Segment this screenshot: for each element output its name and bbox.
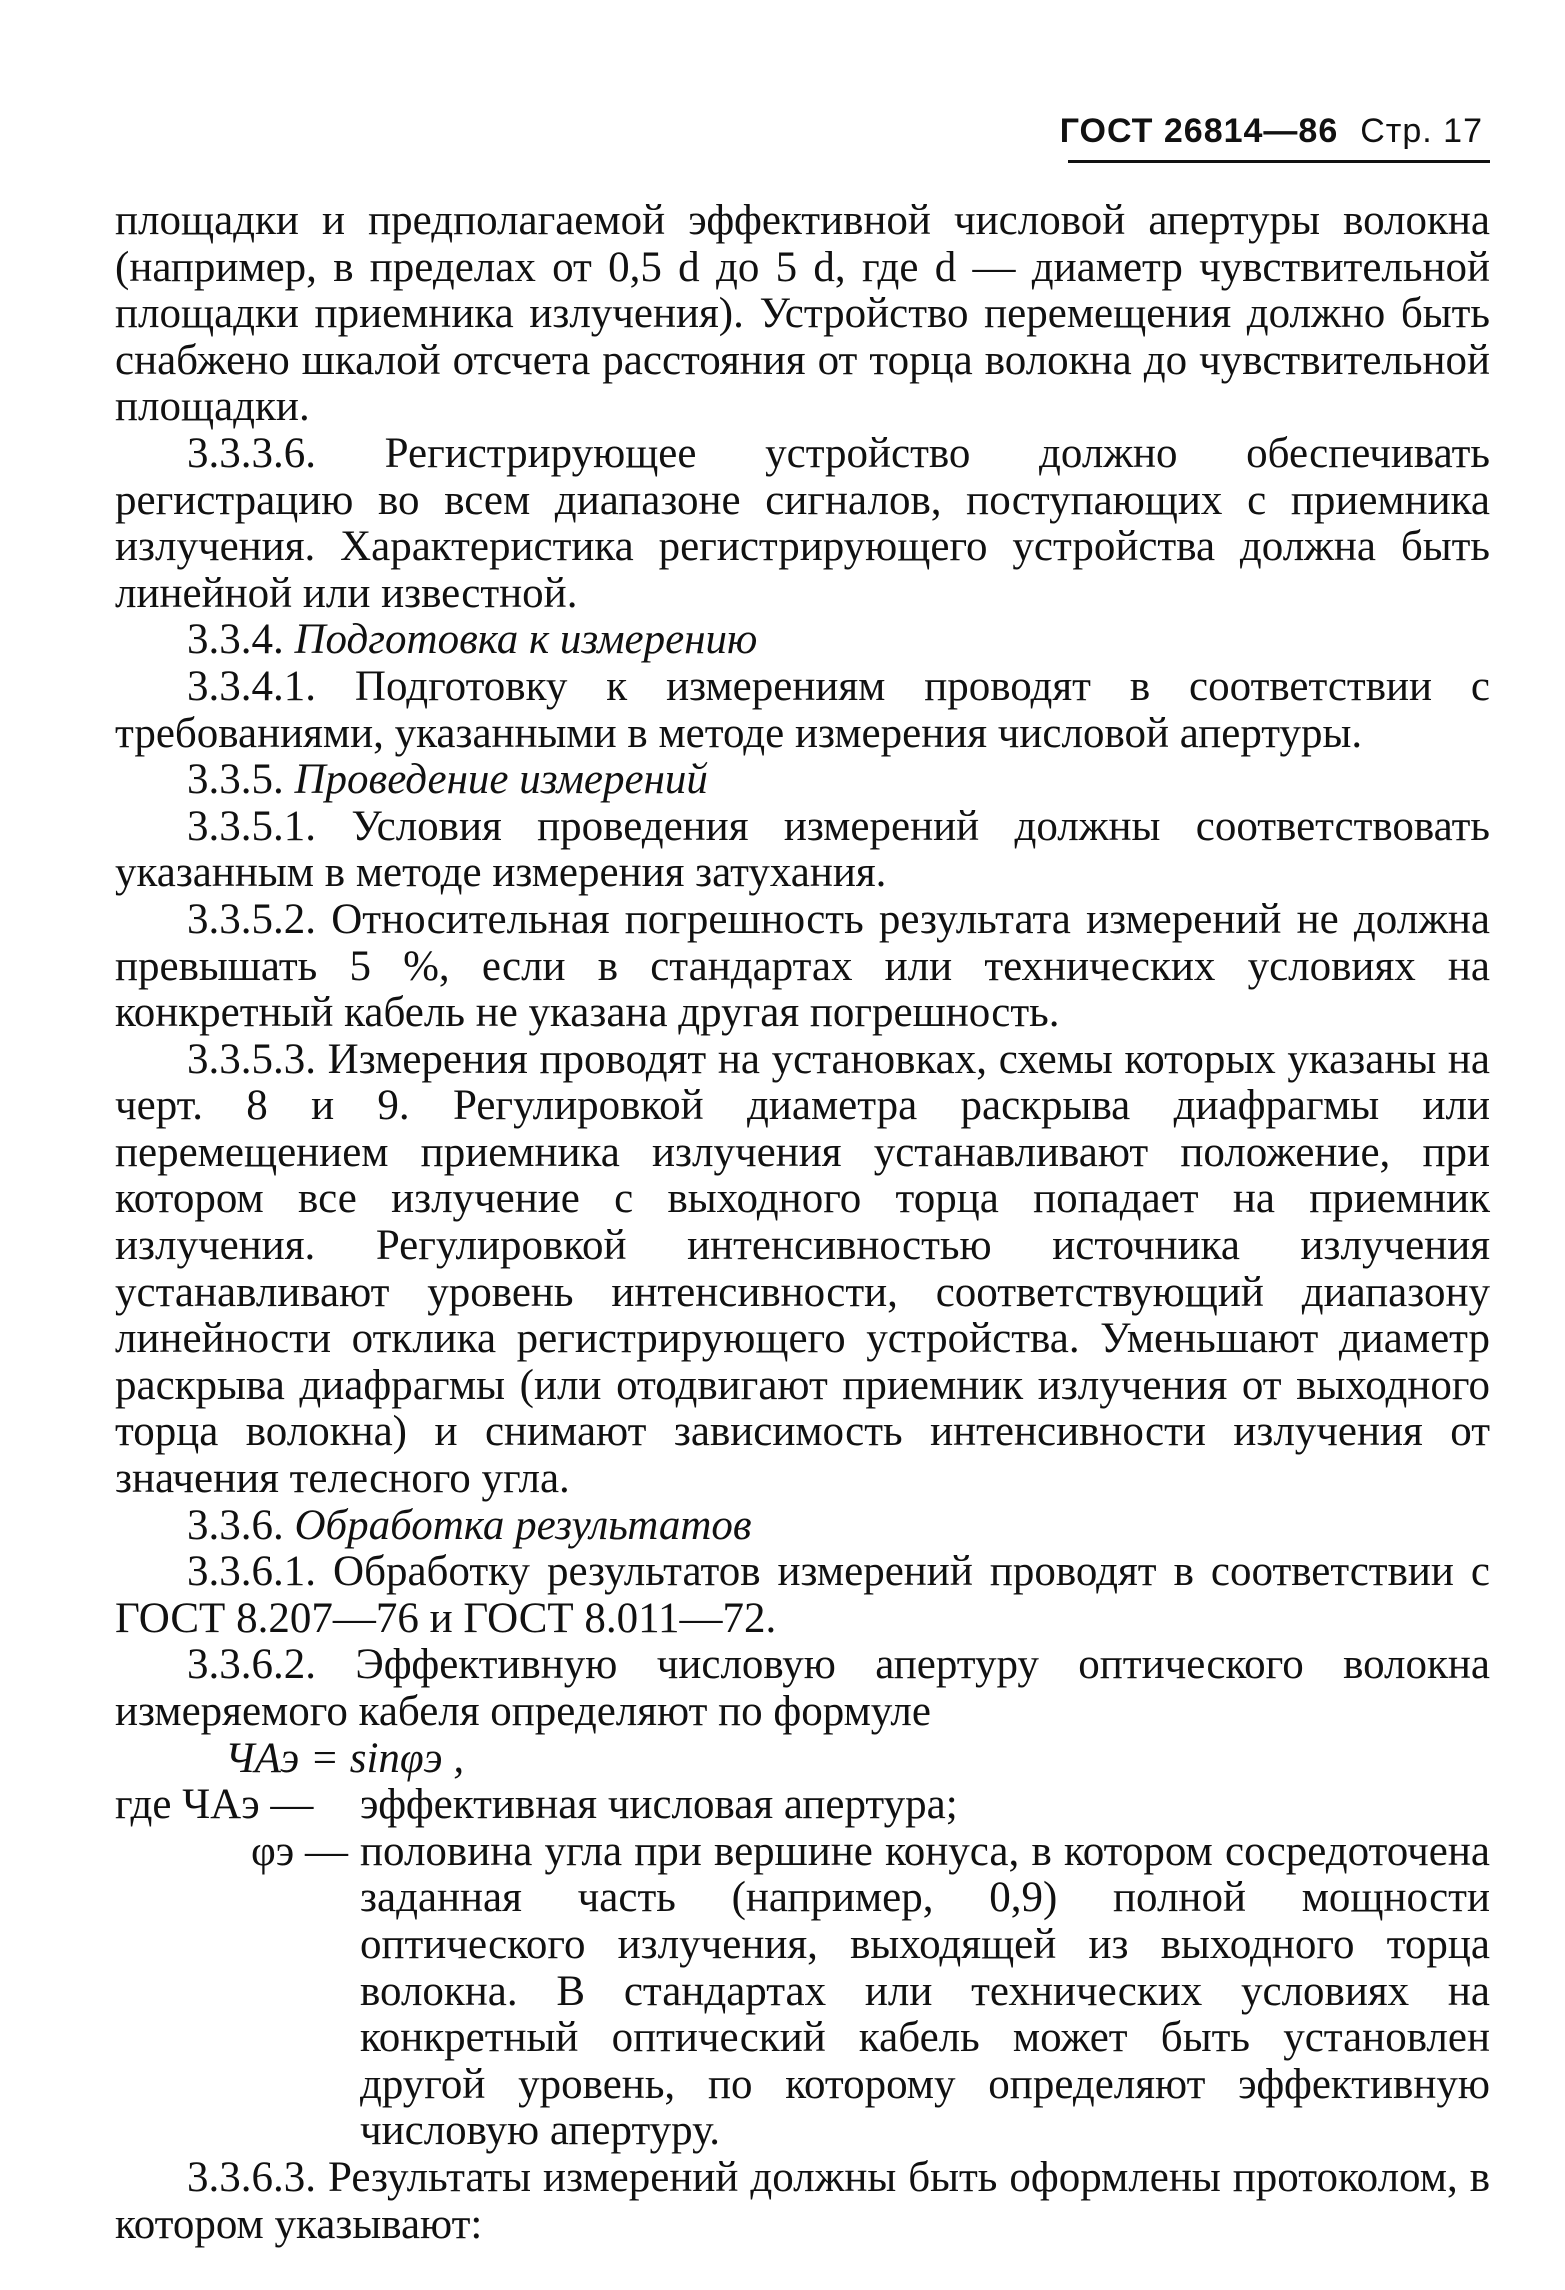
paragraph-3-3-5-2: 3.3.5.2. Относительная погрешность результата измерений не должна превышать 5 %, если в стандартах или технических условиях на конкретный кабель не указана другая погрешность. xyxy=(115,895,1490,1037)
heading-title: Обработка результатов xyxy=(294,1501,752,1549)
paragraph-3-3-6-2: 3.3.6.2. Эффективную числовую апертуру оптического волокна измеряемого кабеля определяют по формуле xyxy=(115,1641,1490,1735)
definition-text: половина угла при вершине конуса, в котором сосредоточена заданная часть (например, 0,9) полной мощности оптического излучения, выходящей из выходного торца волокна. В стандартах или технических условиях на конкретный оптический кабель может быть установлен другой уровень, по которому определяют эффективную числовую апертуру. xyxy=(360,1827,1490,2155)
formula: ЧАэ = sinφэ , xyxy=(225,1734,465,1782)
paragraph-3-3-6-1: 3.3.6.1. Обработку результатов измерений проводят в соответствии с ГОСТ 8.207—76 и ГОСТ 8.011—72. xyxy=(115,1548,1490,1642)
section-heading-3-3-5 xyxy=(115,757,1490,804)
definitions-list xyxy=(115,1782,1490,2155)
paragraph-3-3-6-3: 3.3.6.3. Результаты измерений должны быть оформлены протоколом, в котором указывают: xyxy=(115,2153,1490,2248)
paragraph-3-3-5-3: 3.3.5.3. Измерения проводят на установках, схемы которых указаны на черт. 8 и 9. Регулировкой диаметра раскрыва диафрагмы или перемещением приемника излучения устанавливают положение, при котором все излучение с выходного торца попадает на приемник излучения. Регулировкой интенсивностью источника излучения устанавливают уровень интенсивности, соответствующий диапазону линейности отклика регистрирующего устройства. Уменьшают диаметр раскрыва диафрагмы (или отодвигают приемник излучения от выходного торца волокна) и снимают зависимость интенсивности излучения от значения телесного угла. xyxy=(115,1035,1490,1503)
heading-number: 3.3.4. xyxy=(187,616,295,664)
definition-text: эффективная числовая апертура; xyxy=(360,1781,958,1829)
section-heading-3-3-4 xyxy=(115,617,1490,664)
heading-number: 3.3.5. xyxy=(187,756,295,804)
document-body xyxy=(115,198,1490,2248)
definition-symbol: φэ — xyxy=(250,1827,348,1875)
paragraph-3-3-5-1: 3.3.5.1. Условия проведения измерений должны соответствовать указанным в методе измерения затухания. xyxy=(115,802,1490,897)
definition-symbol: где ЧАэ — xyxy=(115,1781,314,1829)
paragraph-3-3-4-1: 3.3.4.1. Подготовку к измерениям проводят в соответствии с требованиями, указанными в методе измерения числовой апертуры. xyxy=(115,662,1490,757)
heading-number: 3.3.6. xyxy=(187,1501,295,1549)
section-heading-3-3-6 xyxy=(115,1503,1490,1550)
heading-title: Подготовка к измерению xyxy=(294,616,758,664)
header-rule xyxy=(1068,160,1490,163)
definition-row xyxy=(115,1782,1490,1829)
standard-number: ГОСТ 26814—86 xyxy=(1059,112,1339,150)
page-header xyxy=(1060,112,1483,151)
page-number: Стр. 17 xyxy=(1360,112,1483,150)
heading-title: Проведение измерений xyxy=(294,756,708,804)
definition-row xyxy=(115,1829,1490,2155)
paragraph-continuation: площадки и предполагаемой эффективной числовой апертуры волокна (например, в пределах от 0,5 d до 5 d, где d — диаметр чувствительной площадки приемника излучения). Устройство перемещения должно быть снабжено шкалой отсчета расстояния от торца волокна до чувствительной площадки. xyxy=(115,197,1490,431)
paragraph-3-3-3-6: 3.3.3.6. Регистрирующее устройство должно обеспечивать регистрацию во всем диапазоне сигналов, поступающих с приемника излучения. Характеристика регистрирующего устройства должна быть линейной или известной. xyxy=(115,429,1490,617)
